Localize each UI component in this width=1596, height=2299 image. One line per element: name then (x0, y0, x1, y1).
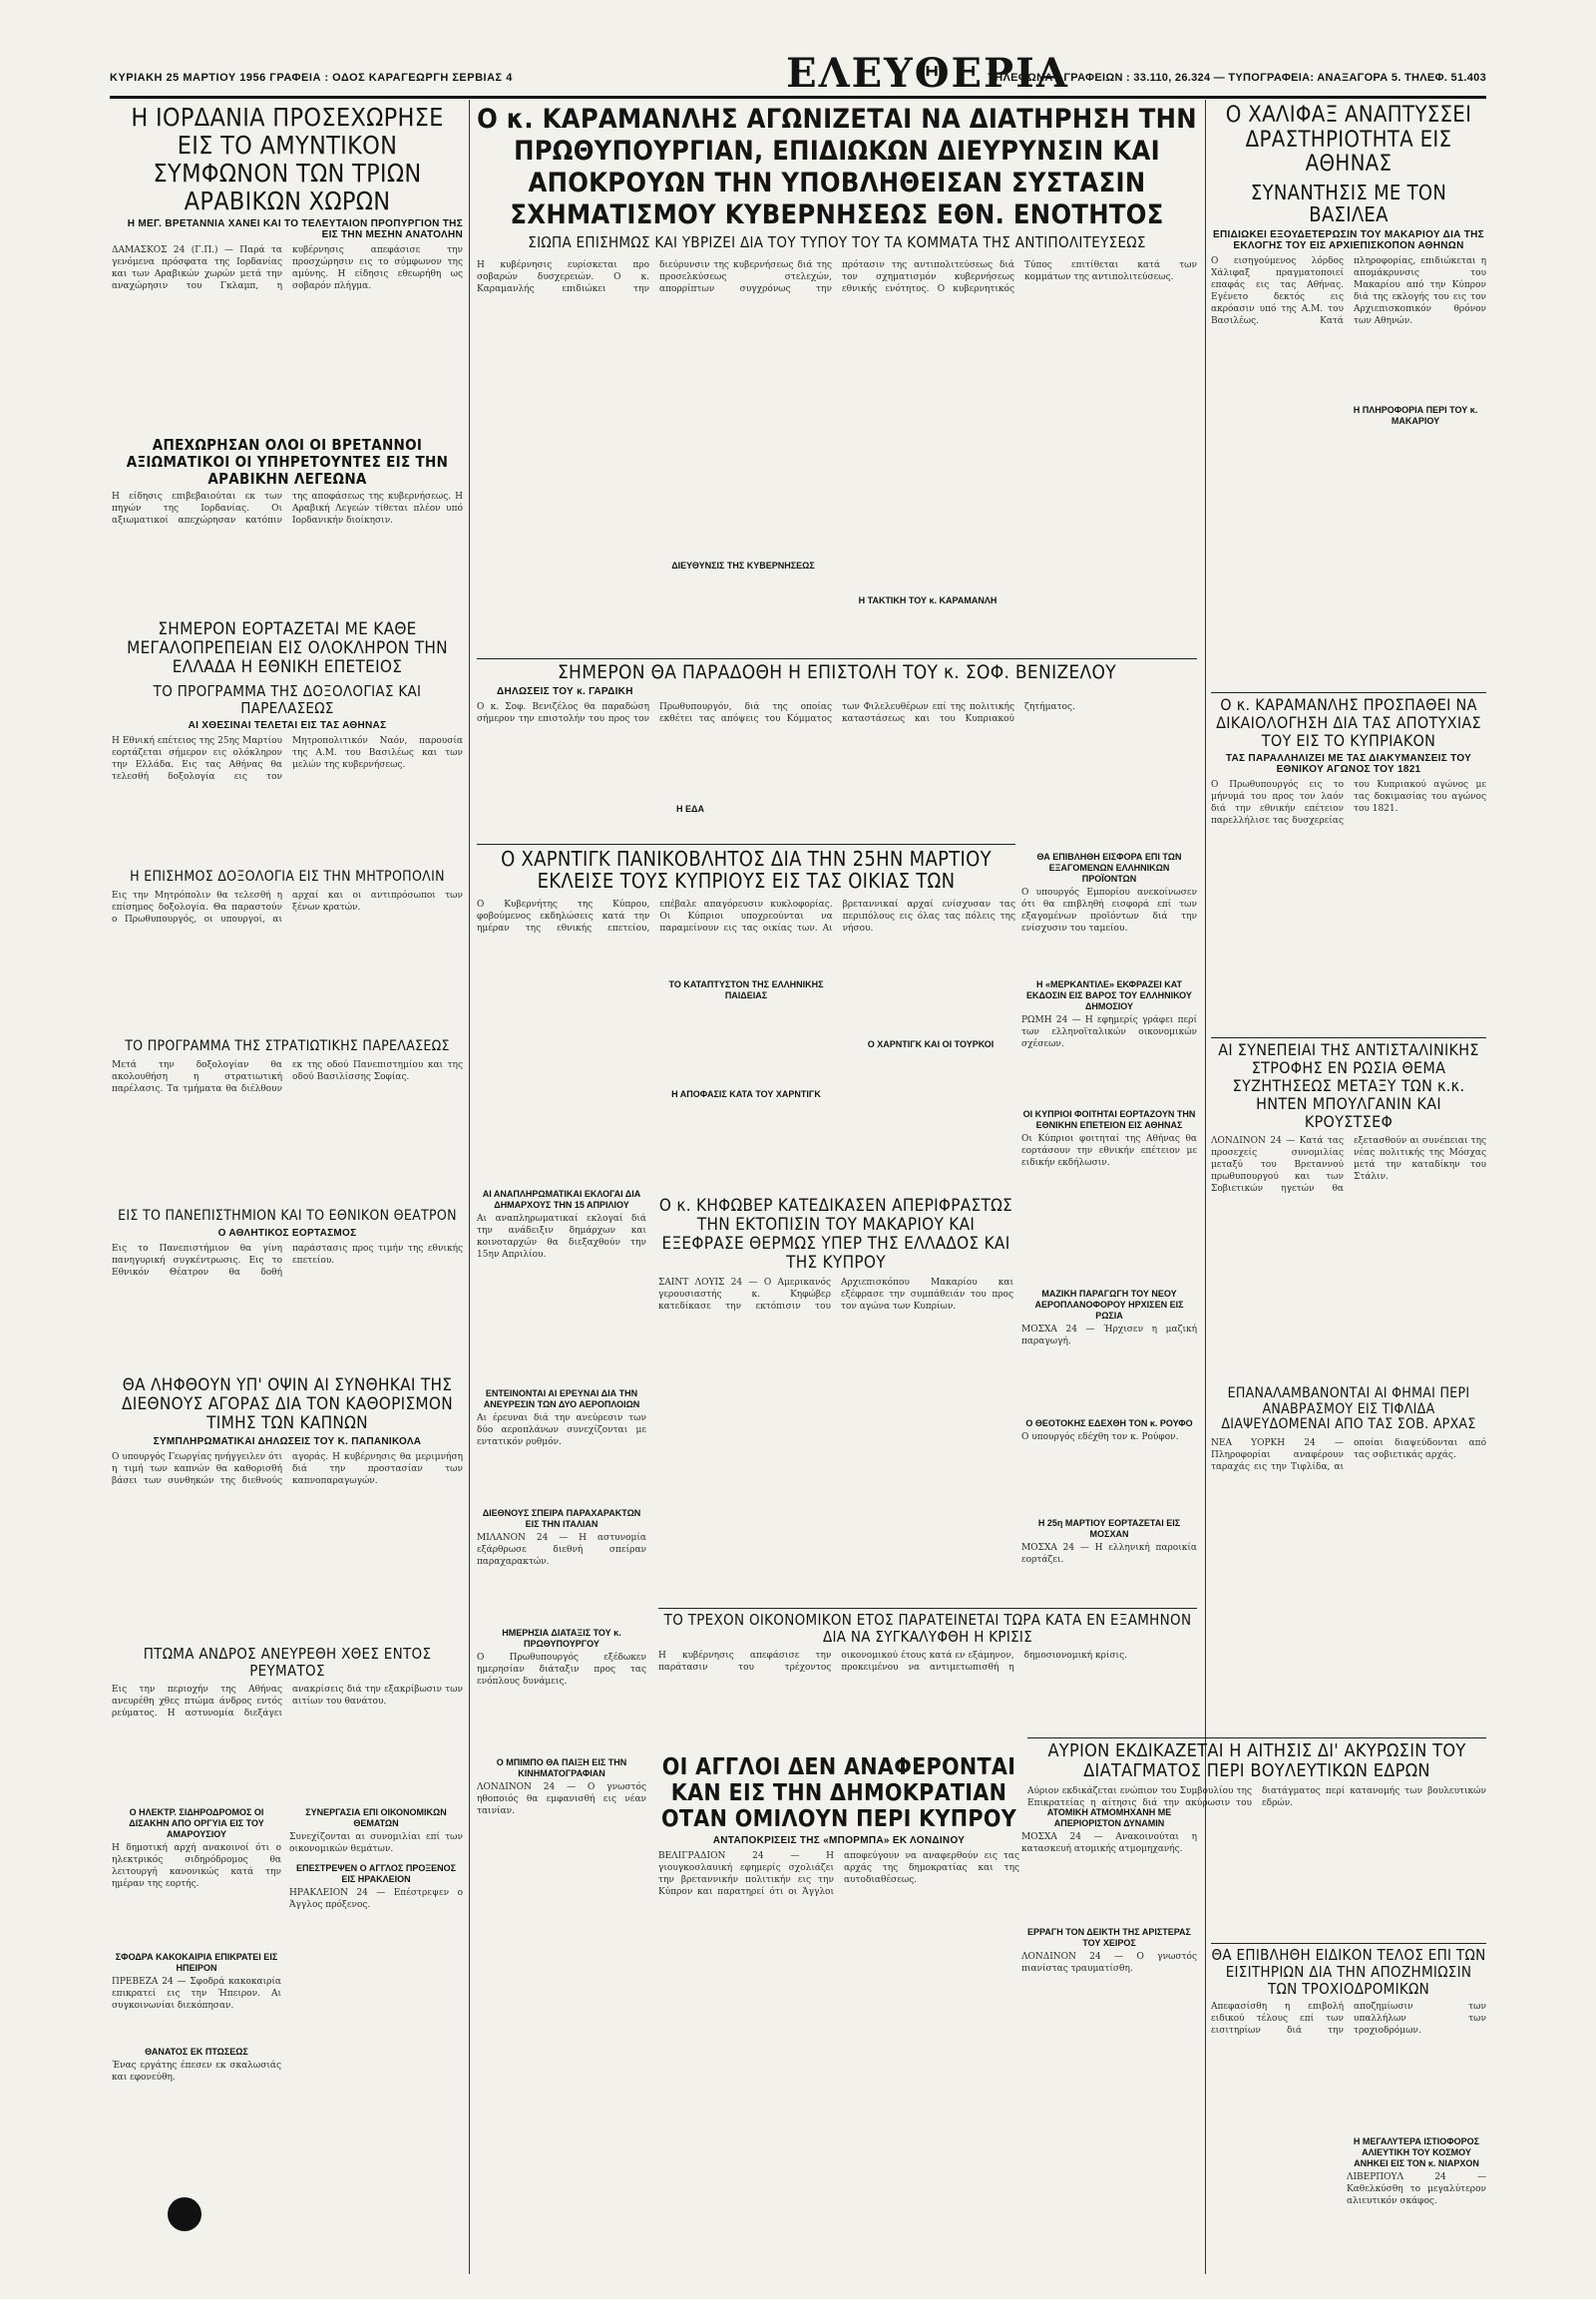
masthead-phones: ΤΗΛΕΦΩΝΑ : ΓΡΑΦΕΙΩΝ : 33.110, 26.324 — ΤΥΠΟΓΡΑΦΕΙΑ: ΑΝΑΞΑΓΟΡΑ 5. ΤΗΛΕΦ. 51.403 (988, 72, 1486, 84)
headline: Ο κ. ΚΗΦΩΒΕΡ ΚΑΤΕΔΙΚΑΣΕΝ ΑΠΕΡΙΦΡΑΣΤΩΣ ΤΗΝ ΕΚΤΟΠΙΣΙΝ ΤΟΥ ΜΑΚΑΡΙΟΥ ΚΑΙ ΕΞΕΦΡΑΣΕ ΘΕΡΜΩΣ ΥΠΕΡ ΤΗΣ ΕΛΛΑΔΟΣ ΚΑΙ ΤΗΣ ΚΥΠΡΟΥ (658, 1197, 1013, 1274)
article-body: Μετά την δοξολογίαν θα ακολουθήση η στρατιωτική παρέλασις. Τα τμήματα θα διέλθουν εκ της οδού Πανεπιστημίου και της οδού Βασιλίσσης Σοφίας. (112, 1059, 463, 1094)
article-university (112, 1209, 463, 1368)
headline: ΜΑΖΙΚΗ ΠΑΡΑΓΩΓΗ ΤΟΥ ΝΕΟΥ ΑΕΡΟΠΛΑΝΟΦΟΡΟΥ ΗΡΧΙΣΕΝ ΕΙΣ ΡΩΣΙΑ (1034, 1289, 1184, 1321)
article-epirus (112, 1950, 281, 2040)
subheadline: ΤΟ ΚΑΤΑΠΤΥΣΤΟΝ ΤΗΣ ΕΛΛΗΝΙΚΗΣ ΠΑΙΔΕΙΑΣ (668, 979, 824, 1000)
article-body: Εις την περιοχήν της Αθήνας ανευρέθη χθες πτώμα άνδρος εντός ρεύματος. Η αστυνομία διεξάγει ανακρίσεις διά την εξακρίβωσιν των αιτίων του θανάτου. (112, 1684, 463, 1719)
divider (658, 1608, 1197, 1609)
article-body: Ο Κυβερνήτης της Κύπρου, φοβούμενος εκδηλώσεις κατά την ημέραν της εθνικής επετείου, επέβαλε απαγόρευσιν κυκλοφορίας. Οι Κύπριοι υποχρεούνται να παραμείνουν εις τας οικίας των. Αι βρεταννικαί αρχαί ενίσχυσαν τας περιπόλους εις όλας τας πόλεις της νήσου. (477, 899, 1015, 934)
subheadline: ΔΗΛΩΣΕΙΣ ΤΟΥ κ. ΓΑΡΔΙΚΗ (497, 686, 633, 698)
article-body: ΛΟΝΔΙΝΟΝ 24 — Ο γνωστός πιανίστας τραυματίσθη. (1021, 1952, 1197, 1974)
headline: Ο κ. ΚΑΡΑΜΑΝΛΗΣ ΑΓΩΝΙΖΕΤΑΙ ΝΑ ΔΙΑΤΗΡΗΣΗ ΤΗΝ ΠΡΩΘΥΠΟΥΡΓΙΑΝ, ΕΠΙΔΙΩΚΩΝ ΔΙΕΥΡΥΝΣΙΝ ΚΑΙ ΑΠΟΚΡΟΥΩΝ ΤΗΝ ΥΠΟΒΛΗΘΕΙΣΑΝ ΣΥΣΤΑΣΙΝ ΣΧΗΜΑΤΙΣΜΟΥ ΚΥΒΕΡΝΗΣΕΩΣ ΕΘΝ. ΕΝΟΤΗΤΟΣ (477, 104, 1197, 230)
headline: Η ΙΟΡΔΑΝΙΑ ΠΡΟΣΕΧΩΡΗΣΕ ΕΙΣ ΤΟ ΑΜΥΝΤΙΚΟΝ ΣΥΜΦΩΝΟΝ ΤΩΝ ΤΡΙΩΝ ΑΡΑΒΙΚΩΝ ΧΩΡΩΝ (131, 104, 444, 215)
article-body: Ο Πρωθυπουργός εξέδωκεν ημερησίαν διάταξιν προς τας ενόπλους δυνάμεις. (477, 1653, 646, 1687)
column-rule (1205, 100, 1206, 2274)
subheadline-tactics (838, 593, 1017, 613)
article-corpse (112, 1646, 463, 1795)
subheadline: ΑΙ ΧΘΕΣΙΝΑΙ ΤΕΛΕΤΑΙ ΕΙΣ ΤΑΣ ΑΘΗΝΑΣ (188, 719, 387, 731)
headline: ΘΑ ΕΠΙΒΛΗΘΗ ΕΙΔΙΚΟΝ ΤΕΛΟΣ ΕΠΙ ΤΩΝ ΕΙΣΙΤΗΡΙΩΝ ΔΙΑ ΤΗΝ ΑΠΟΖΗΜΙΩΣΙΝ ΤΩΝ ΤΡΟΧΙΟΔΡΟΜΙΚΩΝ (1211, 1947, 1486, 1998)
article-games (477, 1755, 646, 1895)
article-body: Ο κ. Σοφ. Βενιζέλος θα παραδώση σήμερον την επιστολήν του προς τον Πρωθυπουργόν, διά της οποίας εκθέτει τας απόψεις του Κόμματος των Φιλελευθέρων επί της πολιτικής καταστάσεως και του Κυπριακού ζητήματος. (477, 702, 1075, 725)
ink-blot (168, 2197, 201, 2231)
article-research (477, 1386, 646, 1496)
headline: ΠΤΩΜΑ ΑΝΔΡΟΣ ΑΝΕΥΡΕΘΗ ΧΘΕΣ ΕΝΤΟΣ ΡΕΥΜΑΤΟΣ (143, 1646, 432, 1680)
article-body: Ο υπουργός Εμπορίου ανεκοίνωσεν ότι θα επιβληθή εισφορά επί των εξαγομένων προϊόντων διά την ενίσχυσιν του ταμείου. (1021, 888, 1197, 934)
subheadline: ΑΝΤΑΠΟΚΡΙΣΕΙΣ ΤΗΣ «ΜΠΟΡΜΠΑ» ΕΚ ΛΟΝΔΙΝΟΥ (712, 1835, 966, 1847)
subheadline: Η ΕΔΑ (676, 804, 704, 814)
article-body: ΛΙΒΕΡΠΟΥΛ 24 — Καθελκύσθη το μεγαλύτερον αλιευτικόν σκάφος. (1347, 2172, 1486, 2206)
headline: Η «ΜΕΡΚΑΝΤΙΛΕ» ΕΚΦΡΑΖΕΙ ΚΑΤ ΕΚΔΟΣΙΝ ΕΙΣ ΒΑΡΟΣ ΤΟΥ ΕΛΛΗΝΙΚΟΥ ΔΗΜΟΣΙΟΥ (1026, 979, 1192, 1011)
article-index (1021, 1925, 1197, 2045)
article-body: Ο Πρωθυπουργός εις το μήνυμά του προς τον λαόν διά την εθνικήν επέτειον παρελλήλισε τας δυσχερείας του Κυπριακού αγώνος με τας δοκιμασίας του αγώνος του 1821. (1211, 779, 1486, 826)
headline: ΣΥΝΕΡΓΑΣΙΑ ΕΠΙ ΟΙΚΟΝΟΜΙΚΩΝ ΘΕΜΑΤΩΝ (305, 1807, 447, 1828)
masthead-date-address: ΚΥΡΙΑΚΗ 25 ΜΑΡΤΙΟΥ 1956 ΓΡΑΦΕΙΑ : ΟΔΟΣ ΚΑΡΑΓΕΩΡΓΗ ΣΕΡΒΙΑΣ 4 (110, 72, 513, 84)
article-halifax (1211, 104, 1486, 692)
headline: ΣΗΜΕΡΟΝ ΕΟΡΤΑΖΕΤΑΙ ΜΕ ΚΑΘΕ ΜΕΓΑΛΟΠΡΕΠΕΙΑΝ ΕΙΣ ΟΛΟΚΛΗΡΟΝ ΤΗΝ ΕΛΛΑΔΑ Η ΕΘΝΙΚΗ ΕΠΕΤΕΙΟΣ (127, 620, 448, 678)
article-kefauver (658, 1197, 1013, 1396)
subheadline-government (658, 559, 828, 578)
article-body: Αι έρευναι διά την ανεύρεσιν των δύο αεροπλάνων συνεχίζονται με εντατικόν ρυθμόν. (477, 1413, 646, 1447)
subheadline: ΔΙΕΥΘΥΝΣΙΣ ΤΗΣ ΚΥΒΕΡΝΗΣΕΩΣ (671, 561, 815, 571)
article-body: Η Εθνική επέτειος της 25ης Μαρτίου εορτάζεται σήμερον εις ολόκληρον την Ελλάδα. Εις τας Αθήνας θα τελεσθή δοξολογία εις τον Μητροπολιτικόν Ναόν, παρουσία της Α.Μ. του Βασιλέως και των μελών της κυβερνήσεως. (112, 735, 463, 782)
article-body: ΛΟΝΔΙΝΟΝ 24 — Κατά τας προσεχείς συνομιλίας μεταξύ του Βρεταννού πρωθυπουργού και των Σοβιετικών ηγετών θα εξετασθούν αι συνέπειαι της νέας πολιτικής της Μόσχας μετά την καταδίκην του Στάλιν. (1211, 1135, 1486, 1194)
headline: ΘΑΝΑΤΟΣ ΕΚ ΠΤΩΣΕΩΣ (145, 2047, 248, 2057)
newspaper-title: ΕΛΕΥΘΕΡΙΑ (786, 50, 1069, 97)
article-day (477, 1626, 646, 1745)
article-meat (1021, 1287, 1197, 1406)
headline: ΗΜΕΡΗΣΙΑ ΔΙΑΤΑΞΙΣ ΤΟΥ κ. ΠΡΩΘΥΠΟΥΡΓΟΥ (502, 1628, 621, 1649)
article-fuel (1021, 850, 1197, 969)
article-body: ΝΕΑ ΥΟΡΚΗ 24 — Πληροφορίαι αναφέρουν ταραχάς εις την Τιφλίδα, αι οποίαι διαψεύδονται από τας σοβιετικάς αρχάς. (1211, 1438, 1486, 1473)
divider (477, 658, 1197, 659)
headline: ΑΙ ΑΝΑΠΛΗΡΩΜΑΤΙΚΑΙ ΕΚΛΟΓΑΙ ΔΙΑ ΔΗΜΑΡΧΟΥΣ ΤΗΝ 15 ΑΠΡΙΛΙΟΥ (482, 1189, 641, 1210)
headline: ΕΠΕΣΤΡΕΨΕΝ Ο ΑΓΓΛΟΣ ΠΡΟΞΕΝΟΣ ΕΙΣ ΗΡΑΚΛΕΙΟΝ (295, 1863, 457, 1884)
article-elections (477, 1187, 646, 1376)
subheadline: Η ΠΛΗΡΟΦΟΡΙΑ ΠΕΡΙ ΤΟΥ κ. ΜΑΚΑΡΙΟΥ (1353, 405, 1478, 426)
article-body: Η κυβέρνησις απεφάσισε την παράτασιν του τρέχοντος οικονομικού έτους κατά εν εξάμηνον, προκειμένου να αντιμετωπισθή η δημοσιονομική κρίσις. (658, 1650, 1127, 1673)
article-economy (289, 1805, 463, 1945)
headline: ΣΗΜΕΡΟΝ ΘΑ ΠΑΡΑΔΟΘΗ Η ΕΠΙΣΤΟΛΗ ΤΟΥ κ. ΣΟΦ. ΒΕΝΙΖΕΛΟΥ (557, 662, 1117, 683)
subheadline: Ο ΑΘΛΗΤΙΚΟΣ ΕΟΡΤΑΣΜΟΣ (217, 1227, 357, 1239)
headline: Ο ΗΛΕΚΤΡ. ΣΙΔΗΡΟΔΡΟΜΟΣ ΟΙ ΔΙΣΑΚΗΝ ΑΠΟ ΟΡΓΥΙΑ ΕΙΣ ΤΟΥ ΑΜΑΡΟΥΣΙΟΥ (129, 1807, 264, 1839)
article-body: ΠΡΕΒΕΖΑ 24 — Σφοδρά κακοκαιρία επικρατεί εις την Ήπειρον. Αι συγκοινωνίαι διεκόπησαν. (112, 1977, 281, 2011)
subheadline: Η ΜΕΓ. ΒΡΕΤΑΝΝΙΑ ΧΑΝΕΙ ΚΑΙ ΤΟ ΤΕΛΕΥΤΑΙΟΝ ΠΡΟΠΥΡΓΙΟΝ ΤΗΣ ΕΙΣ ΤΗΝ ΜΕΣΗΝ ΑΝΑΤΟΛΗΝ (127, 218, 463, 240)
subheadline: ΣΙΩΠΑ ΕΠΙΣΗΜΩΣ ΚΑΙ ΥΒΡΙΖΕΙ ΔΙΑ ΤΟΥ ΤΥΠΟΥ ΤΟΥ ΤΑ ΚΟΜΜΑΤΑ ΤΗΣ ΑΝΤΙΠΟΛΙΤΕΥΣΕΩΣ (528, 233, 1146, 252)
headline: Ο ΧΑΡΝΤΙΓΚ ΠΑΝΙΚΟΒΛΗΤΟΣ ΔΙΑ ΤΗΝ 25ΗΝ ΜΑΡΤΙΟΥ ΕΚΛΕΙΣΕ ΤΟΥΣ ΚΥΠΡΙΟΥΣ ΕΙΣ ΤΑΣ ΟΙΚΙΑΣ ΤΩΝ (501, 848, 992, 894)
divider (1211, 1943, 1486, 1944)
headline: Ο ΧΑΛΙΦΑΞ ΑΝΑΠΤΥΣΣΕΙ ΔΡΑΣΤΗΡΙΟΤΗΤΑ ΕΙΣ ΑΘΗΝΑΣ (1225, 104, 1472, 178)
article-death (112, 2045, 281, 2124)
article-cypriots-athens (1021, 1107, 1197, 1267)
article-body: Η είδησις επιβεβαιούται εκ των πηγών της Ιορδανίας. Οι αξιωματικοί απεχώρησαν κατόπιν της αποφάσεως της κυβερνήσεως. Η Αραβική Λεγεών τίθεται πλέον υπό Ιορδανικήν διοίκησιν. (112, 492, 463, 527)
subheadline: ΤΑΣ ΠΑΡΑΛΛΗΛΙΖΕΙ ΜΕ ΤΑΣ ΔΙΑΚΥΜΑΝΣΕΙΣ ΤΟΥ ΕΘΝΙΚΟΥ ΑΓΩΝΟΣ ΤΟΥ 1821 (1225, 752, 1472, 775)
article-body: ΗΡΑΚΛΕΙΟΝ 24 — Επέστρεψεν ο Άγγλος πρόξενος. (289, 1888, 463, 1910)
headline: ΑΙ ΣΥΝΕΠΕΙΑΙ ΤΗΣ ΑΝΤΙΣΤΑΛΙΝΙΚΗΣ ΣΤΡΟΦΗΣ ΕΝ ΡΩΣΙΑ ΘΕΜΑ ΣΥΖΗΤΗΣΕΩΣ ΜΕΤΑΞΥ ΤΩΝ κ.κ. ΗΝΤΕΝ ΜΠΟΥΛΓΑΝΙΝ ΚΑΙ ΚΡΟΥΣΤΣΕΦ (1218, 1041, 1479, 1131)
article-english (658, 1755, 1019, 2005)
subheadline: Η ΤΑΚΤΙΚΗ ΤΟΥ κ. ΚΑΡΑΜΑΝΛΗ (858, 595, 998, 605)
divider (1211, 1037, 1486, 1038)
headline: Ο ΘΕΟΤΟΚΗΣ ΕΔΕΧΘΗ ΤΟΝ κ. ΡΟΥΦΟ (1025, 1418, 1193, 1428)
article-tobacco (112, 1376, 463, 1636)
article-venizelos (477, 662, 1197, 842)
article-body: ΜΟΣΧΑ 24 — Ήρχισεν η μαζική παραγωγή. (1021, 1325, 1197, 1346)
article-body: ΡΩΜΗ 24 — Η εφημερίς γράφει περί των ελληνοϊταλικών οικονομικών σχέσεων. (1021, 1015, 1197, 1049)
headline: ΑΤΟΜΙΚΗ ΑΤΜΟΜΗΧΑΝΗ ΜΕ ΑΠΕΡΙΟΡΙΣΤΟΝ ΔΥΝΑΜΙΝ (1046, 1807, 1172, 1828)
article-body: Οι Κύπριοι φοιτηταί της Αθήνας θα εορτάσουν την εθνικήν επέτειον με ειδικήν εκδήλωσιν. (1021, 1134, 1197, 1168)
headline: ΘΑ ΕΠΙΒΛΗΘΗ ΕΙΣΦΟΡΑ ΕΠΙ ΤΩΝ ΕΞΑΓΟΜΕΝΩΝ ΕΛΛΗΝΙΚΩΝ ΠΡΟΪΟΝΤΩΝ (1036, 852, 1182, 884)
subheadline: ΕΠΙΔΙΩΚΕΙ ΕΞΟΥΔΕΤΕΡΩΣΙΝ ΤΟΥ ΜΑΚΑΡΙΟΥ ΔΙΑ ΤΗΣ ΕΚΛΟΓΗΣ ΤΟΥ ΕΙΣ ΑΡΧΙΕΠΙΣΚΟΠΟΝ ΑΘΗΝΩΝ (1213, 228, 1484, 251)
article-body: Εις το Πανεπιστήμιον θα γίνη πανηγυρική συγκέντρωσις. Εις το Εθνικόν Θέατρον θα δοθή παράστασις προς τιμήν της εθνικής επετείου. (112, 1243, 463, 1278)
article-body: Η δημοτική αρχή ανακοινοί ότι ο ηλεκτρικός σιδηρόδρομος θα λειτουργή κανονικώς κατά την ημέραν της εορτής. (112, 1843, 281, 1889)
headline: ΕΡΡΑΓΗ ΤΟΝ ΔΕΙΚΤΗ ΤΗΣ ΑΡΙΣΤΕΡΑΣ ΤΟΥ ΧΕΙΡΟΣ (1027, 1927, 1191, 1948)
headline: ΟΙ ΑΓΓΛΟΙ ΔΕΝ ΑΝΑΦΕΡΟΝΤΑΙ ΚΑΝ ΕΙΣ ΤΗΝ ΔΗΜΟΚΡΑΤΙΑΝ ΟΤΑΝ ΟΜΙΛΟΥΝ ΠΕΡΙ ΚΥΠΡΟΥ (661, 1755, 1016, 1832)
article-body: Ο εισηγούμενος λόρδος Χάλιφαξ πραγματοποιεί επαφάς εις τας Αθήνας. Εγένετο δεκτός εις ακρόασιν υπό της Α.Μ. του Βασιλέως. Κατά πληροφορίας, επιδιώκεται η απομάκρυνσις του Μακαρίου από την Κύπρον διά της εκλογής του εις τον Αρχιεπισκοπικόν θρόνον των Αθηνών. (1211, 255, 1486, 326)
headline: Η 25η ΜΑΡΤΙΟΥ ΕΟΡΤΑΖΕΤΑΙ ΕΙΣ ΜΟΣΧΑΝ (1037, 1518, 1181, 1539)
headline: Η ΕΠΙΣΗΜΟΣ ΔΟΞΟΛΟΓΙΑ ΕΙΣ ΤΗΝ ΜΗΤΡΟΠΟΛΙΝ (130, 870, 445, 885)
article-parade (112, 1039, 463, 1199)
subheadline: ΤΟ ΠΡΟΓΡΑΜΜΑ ΤΗΣ ΔΟΞΟΛΟΓΙΑΣ ΚΑΙ ΠΑΡΕΛΑΣΕΩΣ (153, 682, 422, 717)
headline: ΣΥΝΑΝΤΗΣΙΣ ΜΕ ΤΟΝ ΒΑΣΙΛΕΑ (1250, 180, 1447, 227)
article-stalin (1211, 1041, 1486, 1380)
headline: ΑΥΡΙΟΝ ΕΚΔΙΚΑΖΕΤΑΙ Η ΑΙΤΗΣΙΣ ΔΙ' ΑΚΥΡΩΣΙΝ ΤΟΥ ΔΙΑΤΑΓΜΑΤΟΣ ΠΕΡΙ ΒΟΥΛΕΥΤΙΚΩΝ ΕΔΡΩΝ (1047, 1741, 1466, 1782)
article-body: ΣΑΙΝΤ ΛΟΥΙΣ 24 — Ο Αμερικανός γερουσιαστής κ. Κηφώβερ κατεδίκασε την εκτόπισιν του Αρχιεπισκόπου Μακαρίου και εξέφρασε την συμπάθειάν του προς τον αγώνα των Κυπρίων. (658, 1278, 1013, 1313)
article-budget (658, 1612, 1197, 1722)
headline: Ο κ. ΚΑΡΑΜΑΝΛΗΣ ΠΡΟΣΠΑΘΕΙ ΝΑ ΔΙΚΑΙΟΛΟΓΗΣΗ ΔΙΑ ΤΑΣ ΑΠΟΤΥΧΙΑΣ ΤΟΥ ΕΙΣ ΤΟ ΚΥΠΡΙΑΚΟΝ (1216, 696, 1481, 750)
article-greatest (1347, 2134, 1486, 2264)
headline: ΕΙΣ ΤΟ ΠΑΝΕΠΙΣΤΗΜΙΟΝ ΚΑΙ ΤΟ ΕΘΝΙΚΟΝ ΘΕΑΤΡΟΝ (118, 1209, 457, 1224)
article-tax (1211, 1947, 1486, 2126)
article-rearm (1211, 1386, 1486, 1735)
divider (1211, 692, 1486, 693)
article-karamanlis (477, 104, 1197, 662)
subheadline: Η ΑΠΟΦΑΣΙΣ ΚΑΤΑ ΤΟΥ ΧΑΡΝΤΙΓΚ (671, 1089, 821, 1099)
headline: ΔΙΕΘΝΟΥΣ ΣΠΕΙΡΑ ΠΑΡΑΧΑΡΑΚΤΩΝ ΕΙΣ ΤΗΝ ΙΤΑΛΙΑΝ (482, 1508, 641, 1529)
headline: ΘΑ ΛΗΦΘΟΥΝ ΥΠ' ΟΨΙΝ ΑΙ ΣΥΝΘΗΚΑΙ ΤΗΣ ΔΙΕΘΝΟΥΣ ΑΓΟΡΑΣ ΔΙΑ ΤΟΝ ΚΑΘΟΡΙΣΜΟΝ ΤΙΜΗΣ ΤΩΝ ΚΑΠΝΩΝ (122, 1376, 453, 1434)
divider (1027, 1737, 1486, 1738)
article-rufus (1021, 1416, 1197, 1506)
divider (477, 844, 1015, 845)
subheadline: ΣΥΜΠΛΗΡΩΜΑΤΙΚΑΙ ΔΗΛΩΣΕΙΣ ΤΟΥ Κ. ΠΑΠΑΝΙΚΟΛΑ (153, 1436, 422, 1448)
article-body: Εις την Μητρόπολιν θα τελεσθή η επίσημος δοξολογία. Θα παραστούν ο Πρωθυπουργός, οι υπουργοί, αι αρχαί και οι αντιπρόσωποι των ξένων κρατών. (112, 890, 463, 925)
headline: ΕΝΤΕΙΝΟΝΤΑΙ ΑΙ ΕΡΕΥΝΑΙ ΔΙΑ ΤΗΝ ΑΝΕΥΡΕΣΙΝ ΤΩΝ ΔΥΟ ΑΕΡΟΠΛΟΙΩΝ (483, 1388, 640, 1409)
article-body: ΜΙΛΑΝΟΝ 24 — Η αστυνομία εξάρθρωσε διεθνή σπείραν παραχαρακτών. (477, 1533, 646, 1567)
headline: ΟΙ ΚΥΠΡΙΟΙ ΦΟΙΤΗΤΑΙ ΕΟΡΤΑΖΟΥΝ ΤΗΝ ΕΘΝΙΚΗΝ ΕΠΕΤΕΙΟΝ ΕΙΣ ΑΘΗΝΑΣ (1022, 1109, 1196, 1130)
article-body: ΒΕΛΙΓΡΑΔΙΟΝ 24 — Η γιουγκοσλαυική εφημερίς σχολιάζει την βρεταννικήν πολιτικήν εις την Κύπρον και παρατηρεί ότι οι Άγγλοι αποφεύγουν να αναφερθούν εις τας αρχάς της δημοκρατίας και της αυτοδιαθέσεως. (658, 1851, 1019, 1898)
masthead (110, 52, 1486, 99)
article-body: Αι αναπληρωματικαί εκλογαί διά την ανάδειξιν δημάρχων και κοινοταρχών θα διεξαχθούν την 15ην Απριλίου. (477, 1214, 646, 1260)
article-body: ΔΑΜΑΣΚΟΣ 24 (Γ.Π.) — Παρά τα γενόμενα πρόσφατα της Ιορδανίας και των Αραβικών χωρών μετά την αναχώρησιν του Γκλαμπ, η κυβέρνησις απεφάσισε την προσχώρησιν εις το σύμφωνον της αμύνης. Η είδησις εθεωρήθη ως σοβαρόν πλήγμα. (112, 245, 463, 291)
article-body: Απεφασίσθη η επιβολή ειδικού τέλους επί των εισιτηρίων διά την αποζημίωσιν των υπαλλήλων των τροχιοδρόμων. (1211, 2002, 1486, 2037)
article-body: Αύριον εκδικάζεται ενώπιον του Συμβουλίου της Επικρατείας η αίτησις διά την ακύρωσιν του διατάγματος περί κατανομής των βουλευτικών εδρών. (1027, 1786, 1486, 1809)
headline: Η ΜΕΓΑΛΥΤΕΡΑ ΙΣΤΙΟΦΟΡΟΣ ΑΛΙΕΥΤΙΚΗ ΤΟΥ ΚΟΣΜΟΥ ΑΝΗΚΕΙ ΕΙΣ ΤΟΝ κ. ΝΙΑΡΧΟΝ (1353, 2136, 1480, 2168)
column-rule (469, 100, 470, 2274)
article-body: Ένας εργάτης έπεσεν εκ σκαλωσιάς και εφονεύθη. (112, 2061, 281, 2083)
article-harding (477, 848, 1015, 1187)
article-body: Ο υπουργός Γεωργίας ηνήγγειλεν ότι η τιμή των καπνών θα καθορισθή βάσει των συνθηκών της διεθνούς αγοράς. Η κυβέρνησις θα μεριμνήση διά την προστασίαν των καπνοπαραγωγών. (112, 1452, 463, 1487)
article-italy (477, 1506, 646, 1616)
article-legion (112, 437, 463, 616)
article-railway (112, 1805, 281, 1945)
subheadline: Ο ΧΑΡΝΤΙΓΚ ΚΑΙ ΟΙ ΤΟΥΡΚΟΙ (867, 1039, 995, 1049)
article-metropolis (112, 870, 463, 1019)
article-moscow (1021, 1516, 1197, 1606)
headline: ΤΟ ΤΡΕΧΟΝ ΟΙΚΟΝΟΜΙΚΟΝ ΕΤΟΣ ΠΑΡΑΤΕΙΝΕΤΑΙ ΤΩΡΑ ΚΑΤΑ ΕΝ ΕΞΑΜΗΝΟΝ ΔΙΑ ΝΑ ΣΥΓΚΑΛΥΦΘΗ Η ΚΡΙΣΙΣ (663, 1612, 1192, 1646)
article-merchant (1021, 977, 1197, 1097)
headline: ΣΦΟΔΡΑ ΚΑΚΟΚΑΙΡΙΑ ΕΠΙΚΡΑΤΕΙ ΕΙΣ ΗΠΕΙΡΟΝ (115, 1952, 278, 1973)
article-body: Ο υπουργός εδέχθη τον κ. Ρούφον. (1021, 1432, 1179, 1442)
article-body: Συνεχίζονται αι συνομιλίαι επί των οικονομικών θεμάτων. (289, 1832, 463, 1854)
headline: ΤΟ ΠΡΟΓΡΑΜΜΑ ΤΗΣ ΣΤΡΑΤΙΩΤΙΚΗΣ ΠΑΡΕΛΑΣΕΩΣ (125, 1039, 450, 1054)
article-body: ΜΟΣΧΑ 24 — Ανακοινούται η κατασκευή ατομικής ατμομηχανής. (1021, 1832, 1197, 1854)
headline: ΕΠΑΝΑΛΑΜΒΑΝΟΝΤΑΙ ΑΙ ΦΗΜΑΙ ΠΕΡΙ ΑΝΑΒΡΑΣΜΟΥ ΕΙΣ ΤΙΦΛΙΔΑ ΔΙΑΨΕΥΔΟΜΕΝΑΙ ΑΠΟ ΤΑΣ ΣΟΒ. ΑΡΧΑΣ (1221, 1386, 1476, 1433)
article-body: ΛΟΝΔΙΝΟΝ 24 — Ο γνωστός ηθοποιός θα εμφανισθή εις νέαν ταινίαν. (477, 1782, 646, 1816)
article-body: Η κυβέρνησις ευρίσκεται προ σοβαρών δυσχερειών. Ο κ. Καραμανλής επιδιώκει την διεύρυνσιν της κυβερνήσεως διά της προσελκύσεως στελεχών, απορρίπτων συγχρόνως την πρότασιν της αντιπολιτεύσεως διά τον σχηματισμόν κυβερνήσεως εθνικής ενότητος. Ο κυβερνητικός Τύπος επιτίθεται κατά των κομμάτων της αντιπολιτεύσεως. (477, 260, 1197, 295)
article-jordan (112, 104, 463, 433)
article-celebrate (112, 620, 463, 870)
headline: ΑΠΕΧΩΡΗΣΑΝ ΟΛΟΙ ΟΙ ΒΡΕΤΑΝΝΟΙ ΑΞΙΩΜΑΤΙΚΟΙ ΟΙ ΥΠΗΡΕΤΟΥΝΤΕΣ ΕΙΣ ΤΗΝ ΑΡΑΒΙΚΗΝ ΛΕΓΕΩΝΑ (126, 437, 449, 488)
headline: Ο ΜΠΙΜΠΟ ΘΑ ΠΑΙΞΗ ΕΙΣ ΤΗΝ ΚΙΝΗΜΑΤΟΓΡΑΦΙΑΝ (496, 1757, 627, 1778)
article-body: ΜΟΣΧΑ 24 — Η ελληνική παροικία εορτάζει. (1021, 1543, 1197, 1565)
article-tomorrow (1027, 1741, 1486, 1941)
